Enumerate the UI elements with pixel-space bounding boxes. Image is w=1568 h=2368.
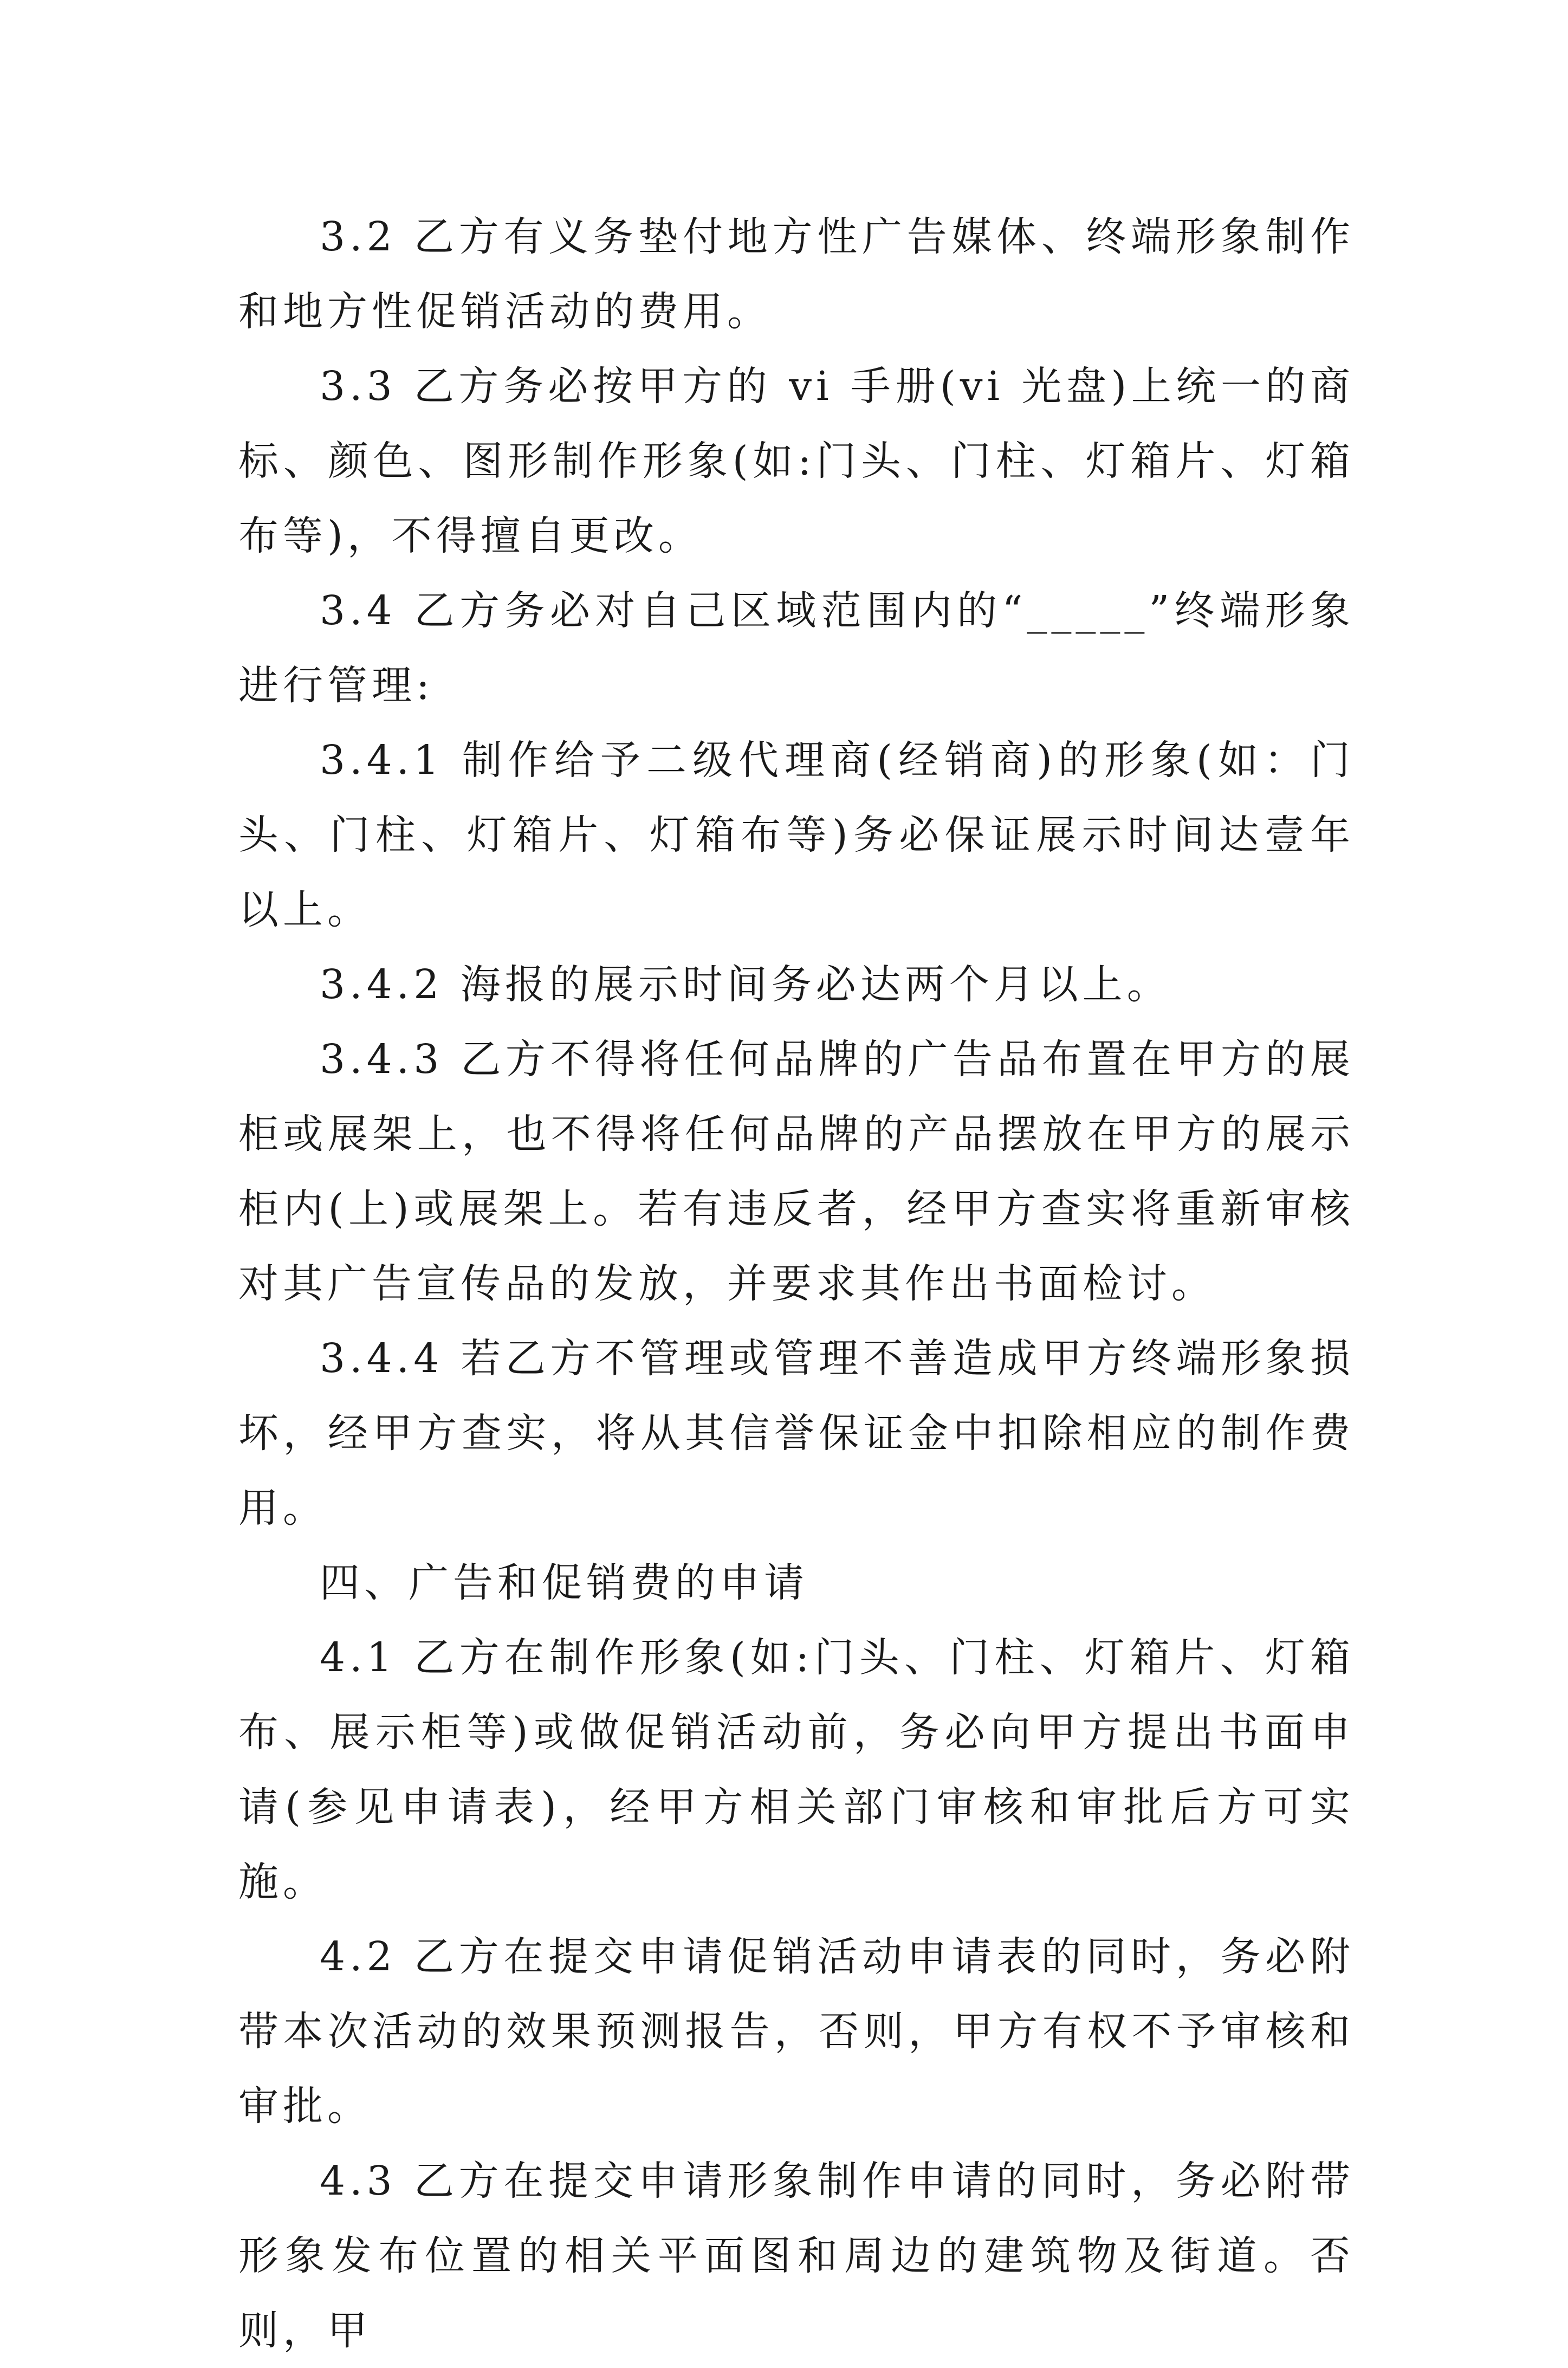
document-body — [238, 199, 1355, 2368]
paragraph-4-1: 4.1 乙方在制作形象(如:门头、门柱、灯箱片、灯箱布、展示柜等)或做促销活动前，务必向甲方提出书面申请(参见申请表)，经甲方相关部门审核和审批后方可实施。 — [238, 1634, 1355, 1905]
paragraph-4-2: 4.2 乙方在提交申请促销活动申请表的同时，务必附带本次活动的效果预测报告，否则，甲方有权不予审核和审批。 — [238, 1933, 1355, 2130]
paragraph-3-4-4: 3.4.4 若乙方不管理或管理不善造成甲方终端形象损坏，经甲方查实，将从其信誉保证金中扣除相应的制作费用。 — [238, 1335, 1355, 1531]
paragraph-3-4: 3.4 乙方务必对自己区域范围内的“_____”终端形象进行管理: — [238, 587, 1355, 709]
paragraph-3-4-1: 3.4.1 制作给予二级代理商(经销商)的形象(如：门头、门柱、灯箱片、灯箱布等)务必保证展示时间达壹年以上。 — [238, 737, 1355, 933]
paragraph-3-4-2: 3.4.2 海报的展示时间务必达两个月以上。 — [320, 961, 1171, 1008]
paragraph-3-3: 3.3 乙方务必按甲方的 vi 手册(vi 光盘)上统一的商标、颜色、图形制作形象(如:门头、门柱、灯箱片、灯箱布等)，不得擅自更改。 — [238, 363, 1355, 559]
section-heading-4: 四、广告和促销费的申请 — [320, 1560, 808, 1606]
paragraph-3-2: 3.2 乙方有义务垫付地方性广告媒体、终端形象制作和地方性促销活动的费用。 — [238, 213, 1355, 335]
paragraph-4-3: 4.3 乙方在提交申请形象制作申请的同时，务必附带形象发布位置的相关平面图和周边的建筑物及街道。否则，甲 — [238, 2158, 1355, 2354]
paragraph-3-4-3: 3.4.3 乙方不得将任何品牌的广告品布置在甲方的展柜或展架上，也不得将任何品牌的产品摆放在甲方的展示柜内(上)或展架上。若有违反者，经甲方查实将重新审核对其广告宣传品的发放，并要求其作出书面检讨。 — [238, 1036, 1355, 1307]
